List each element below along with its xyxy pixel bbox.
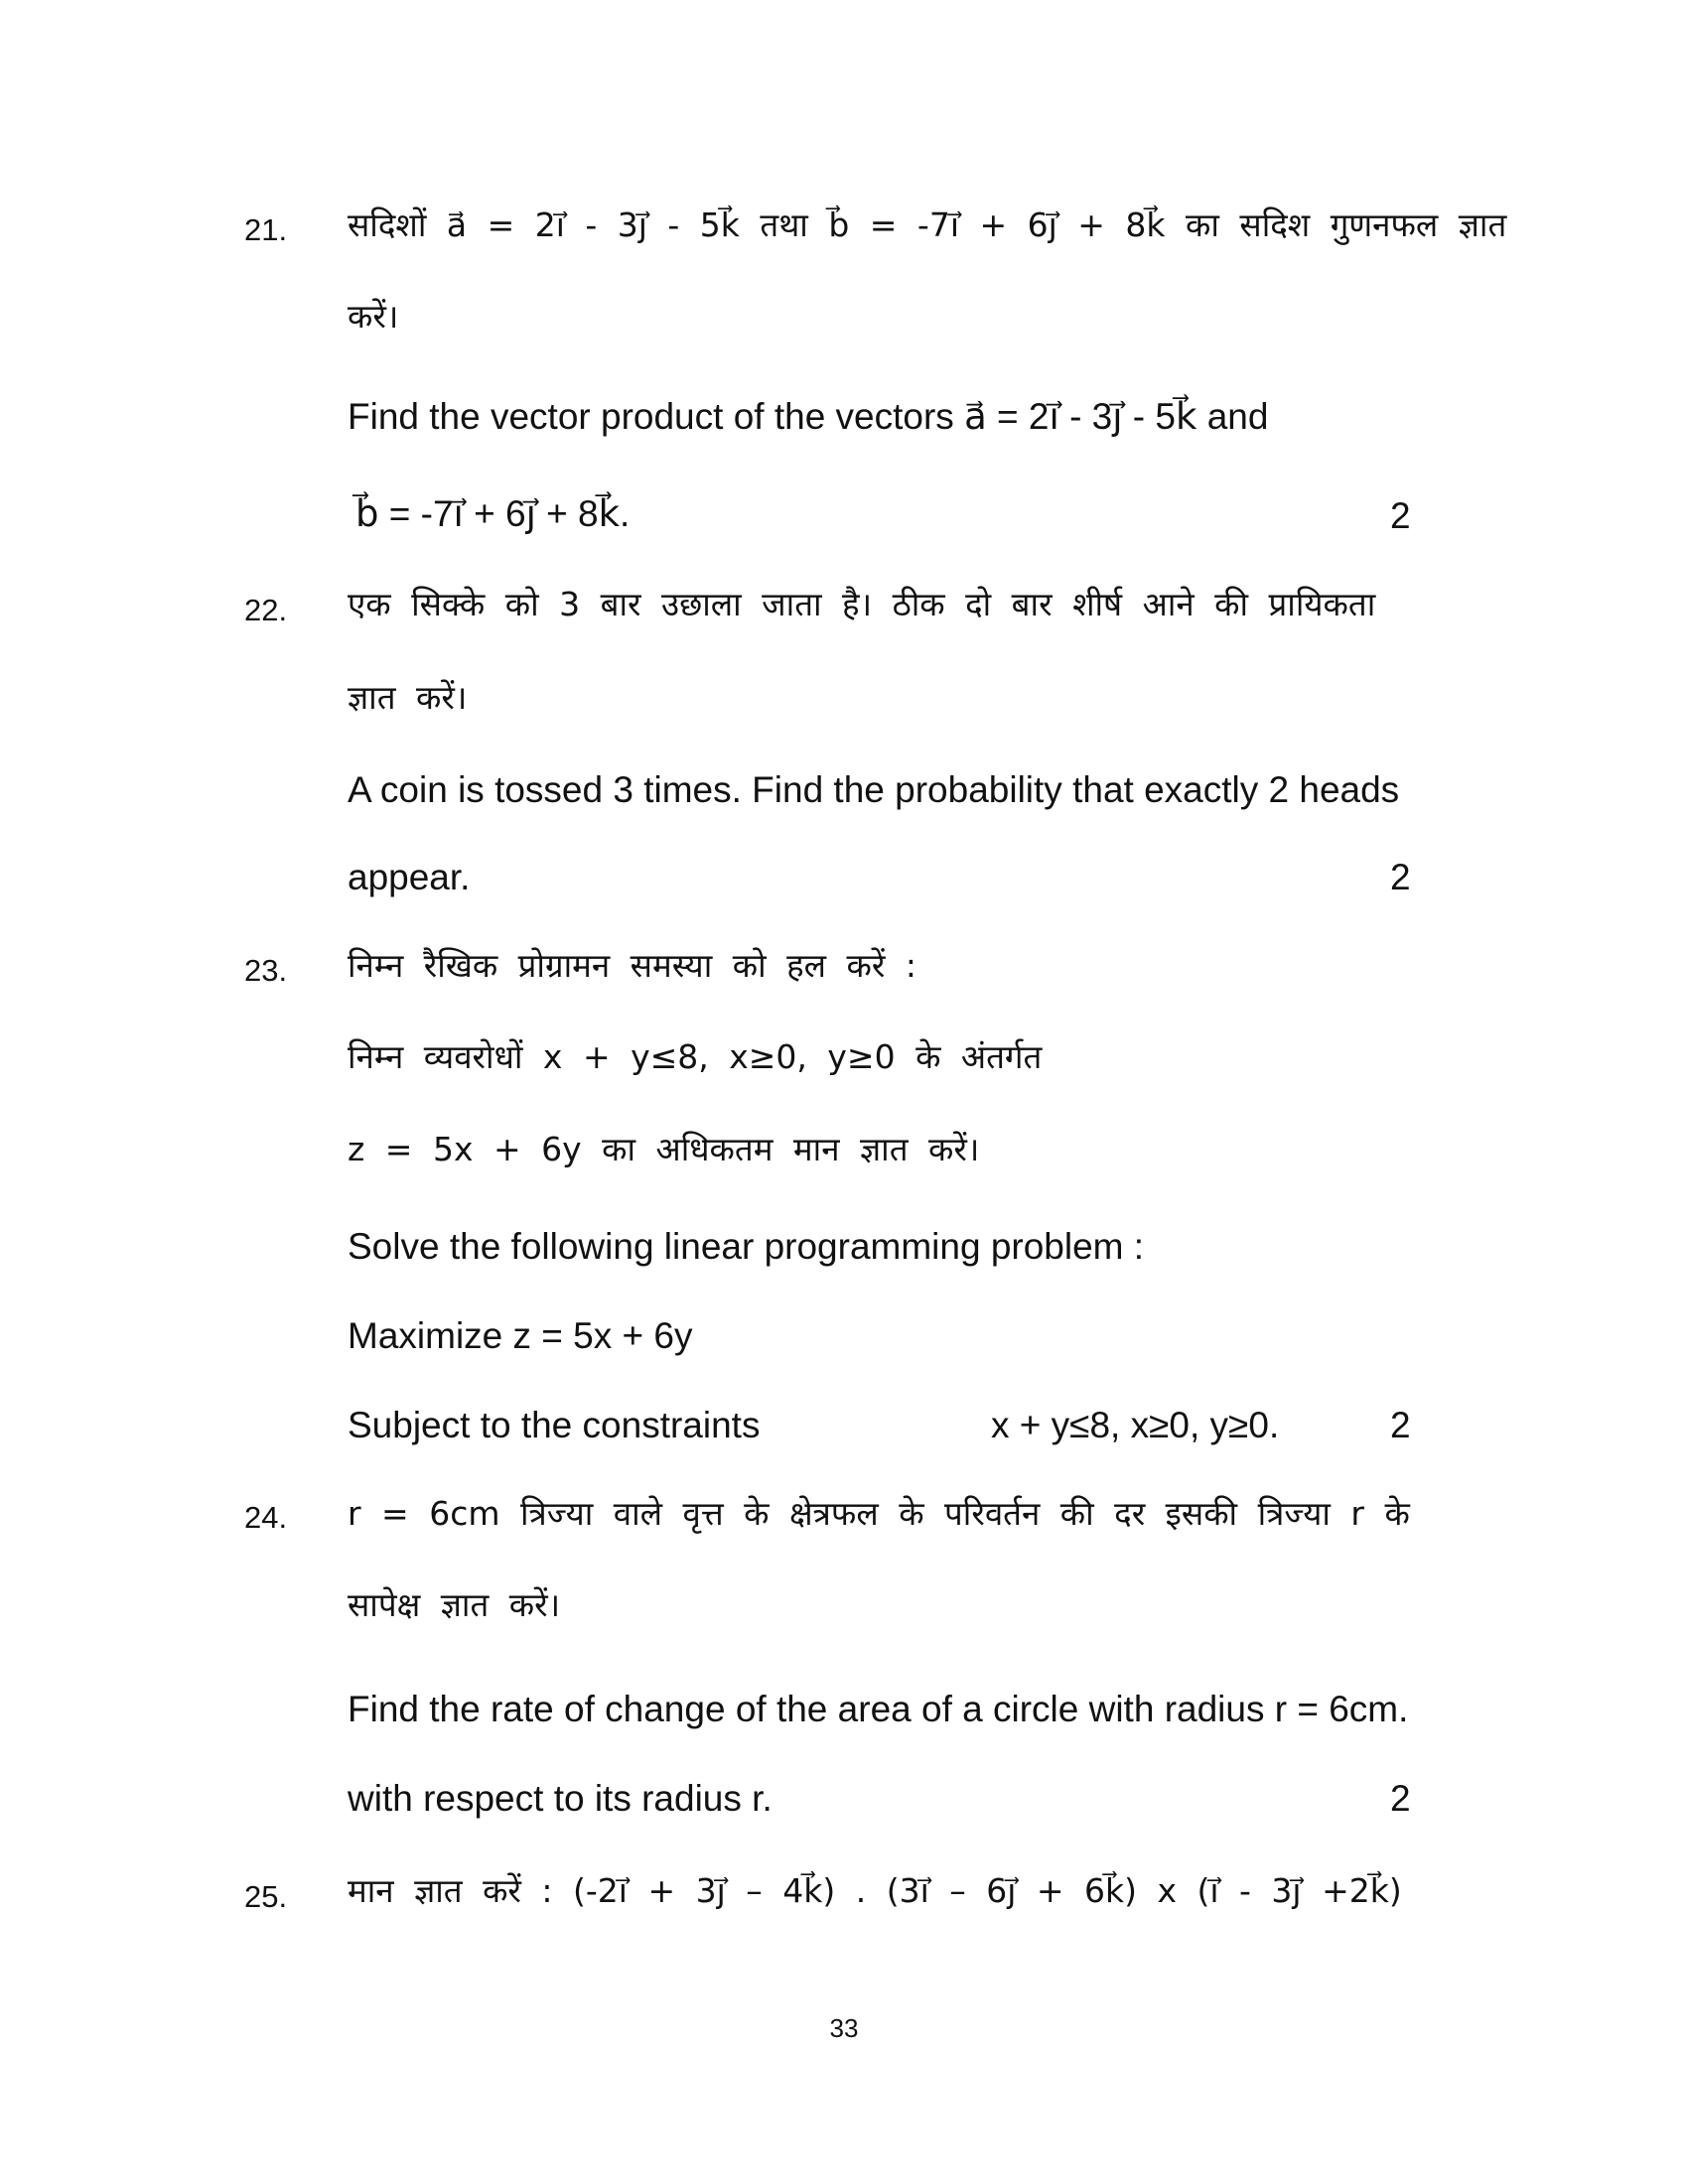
marks-label: 2 bbox=[1390, 1778, 1411, 1819]
question-text-english: Maximize z = 5x + 6y bbox=[348, 1315, 693, 1356]
question-text-english: Solve the following linear programming problem : bbox=[348, 1226, 1145, 1267]
question-text-hindi: करें। bbox=[348, 297, 399, 336]
question-text-hindi: निम्न रैखिक प्रोग्रामन समस्या को हल करें : bbox=[348, 946, 916, 985]
question-number: 22. bbox=[244, 593, 288, 627]
question-text-english: b⃗ = -7i⃗ + 6j⃗ + 8k⃗. bbox=[355, 493, 631, 534]
question-text-hindi: ज्ञात करें। bbox=[348, 678, 468, 717]
question-text-hindi: सदिशों a⃗ = 2i⃗ - 3j⃗ - 5k⃗ तथा b⃗ = -7i⃗ + 6j⃗ + 8k⃗ का सदिश गुणनफल ज्ञात bbox=[348, 205, 1507, 244]
question-number: 24. bbox=[244, 1500, 288, 1535]
question-text-hindi: एक सिक्के को 3 बार उछाला जाता है। ठीक दो बार शीर्ष आने की प्रायिकता bbox=[348, 585, 1376, 623]
question-text-hindi: मान ज्ञात करें : (-2i⃗ + 3j⃗ – 4k⃗) . (3i⃗ – 6j⃗ + 6k⃗) x (i⃗ - 3j⃗ +2k⃗) bbox=[348, 1871, 1402, 1910]
question-number: 23. bbox=[244, 953, 288, 988]
question-text-hindi: r = 6cm त्रिज्या वाले वृत्त के क्षेत्रफल के परिवर्तन की दर इसकी त्रिज्या r के bbox=[348, 1494, 1410, 1533]
question-number: 25. bbox=[244, 1879, 288, 1914]
question-text-english: appear. bbox=[348, 857, 471, 897]
marks-label: 2 bbox=[1390, 1405, 1411, 1445]
question-text-english: A coin is tossed 3 times. Find the probability that exactly 2 heads bbox=[348, 769, 1400, 810]
question-text-english: Find the rate of change of the area of a circle with radius r = 6cm. bbox=[348, 1689, 1409, 1729]
question-text-english: with respect to its radius r. bbox=[348, 1778, 773, 1819]
question-text-hindi: z = 5x + 6y का अधिकतम मान ज्ञात करें। bbox=[348, 1130, 980, 1168]
marks-label: 2 bbox=[1390, 495, 1411, 536]
question-text-english: Find the vector product of the vectors a⃗ = 2i⃗ - 3j⃗ - 5k⃗ and bbox=[348, 396, 1269, 437]
marks-label: 2 bbox=[1390, 857, 1411, 897]
question-number: 21. bbox=[244, 212, 288, 247]
question-text-english: Subject to the constraints bbox=[348, 1405, 761, 1445]
question-text-hindi: निम्न व्यवरोधों x + y≤8, x≥0, y≥0 के अंतर्गत bbox=[348, 1037, 1043, 1076]
constraints-expression: x + y≤8, x≥0, y≥0. bbox=[991, 1405, 1280, 1445]
page-number: 33 bbox=[829, 2013, 859, 2043]
question-text-hindi: सापेक्ष ज्ञात करें। bbox=[348, 1585, 561, 1624]
